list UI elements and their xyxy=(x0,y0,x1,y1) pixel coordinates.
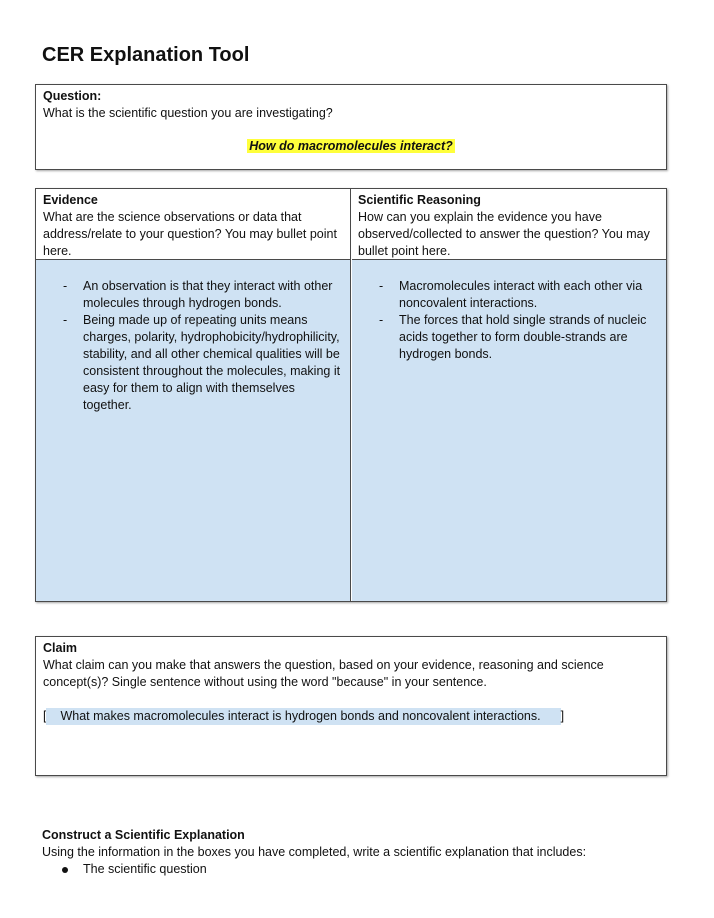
construct-heading: Construct a Scientific Explanation xyxy=(42,828,245,842)
open-bracket: [ xyxy=(43,709,47,723)
claim-box xyxy=(35,636,667,776)
column-divider xyxy=(350,189,351,601)
evidence-reasoning-table xyxy=(35,188,667,602)
evidence-prompt: What are the science observations or data that address/relate to your question? You may bullet point here. xyxy=(43,210,337,258)
claim-heading: Claim xyxy=(43,641,78,655)
construct-list xyxy=(42,861,682,878)
list-item: The scientific question xyxy=(42,861,682,878)
reasoning-prompt: How can you explain the evidence you have observed/collected to answer the question? You may bullet point here. xyxy=(358,210,650,258)
construct-section xyxy=(42,827,682,878)
question-box xyxy=(35,84,667,170)
list-item: - The forces that hold single strands of nucleic acids together to form double-strands are hydrogen bonds. xyxy=(352,312,666,363)
evidence-heading: Evidence xyxy=(43,193,98,207)
reasoning-heading: Scientific Reasoning xyxy=(358,193,481,207)
question-answer-wrapper xyxy=(36,138,666,155)
reasoning-response-area[interactable] xyxy=(352,259,666,601)
question-answer[interactable]: How do macromolecules interact? xyxy=(249,139,453,153)
list-item: - Being made up of repeating units means charges, polarity, hydrophobicity/hydrophilicity, stability, and all other chemical qualities will be consistent throughout the molecules, making it easy for them to align with themselves together. xyxy=(36,312,351,414)
construct-prompt: Using the information in the boxes you have completed, write a scientific explanation that includes: xyxy=(42,845,587,859)
evidence-response-area[interactable] xyxy=(36,259,351,601)
list-item: - An observation is that they interact with other molecules through hydrogen bonds. xyxy=(36,278,351,312)
reasoning-header-cell xyxy=(351,189,666,259)
question-prompt: What is the scientific question you are investigating? xyxy=(43,106,333,120)
page-title: CER Explanation Tool xyxy=(42,44,250,66)
reasoning-list xyxy=(352,278,666,363)
list-item: - Macromolecules interact with each other via noncovalent interactions. xyxy=(352,278,666,312)
claim-answer-line xyxy=(43,708,659,725)
question-heading: Question: xyxy=(43,89,102,103)
claim-prompt: What claim can you make that answers the question, based on your evidence, reasoning and science concept(s)? Single sentence without using the word "because" in your sentence. xyxy=(43,658,604,689)
claim-answer[interactable]: What makes macromolecules interact is hydrogen bonds and noncovalent interactions. xyxy=(46,708,560,725)
close-bracket: ] xyxy=(560,709,565,723)
evidence-header-cell xyxy=(36,189,351,259)
evidence-list xyxy=(36,278,351,414)
